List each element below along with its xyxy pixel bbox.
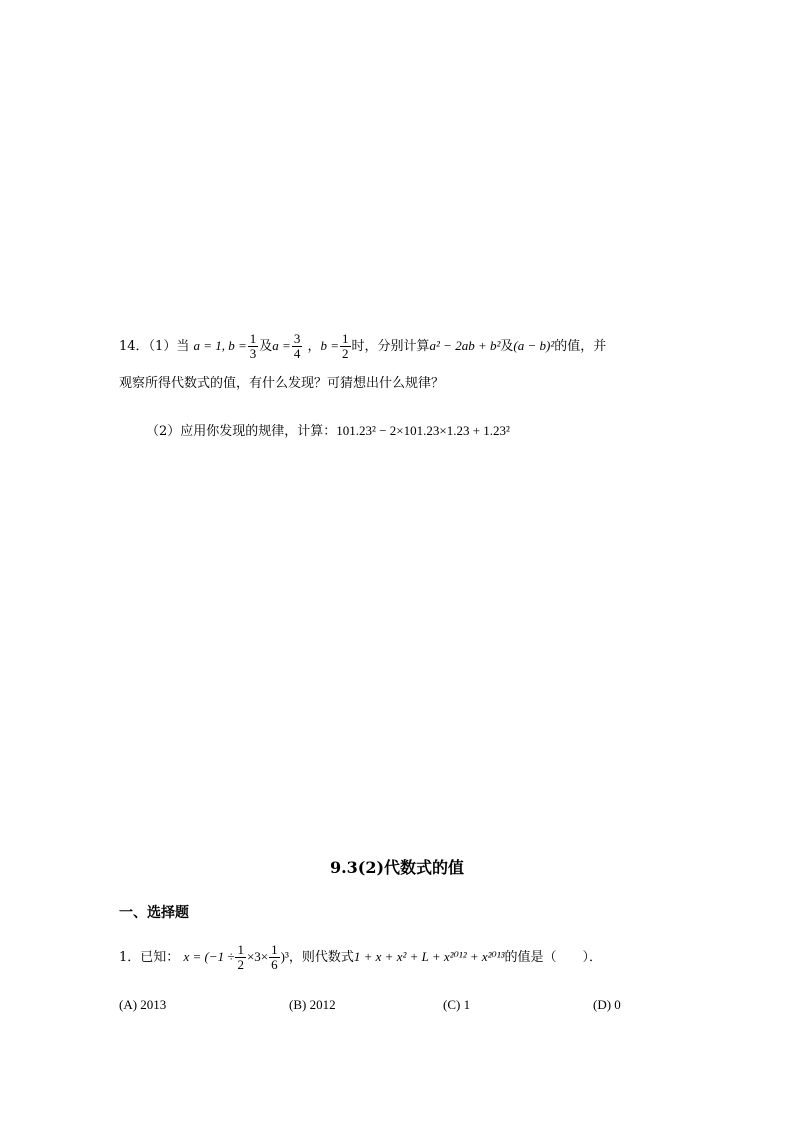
q14-comma1: ，: [307, 339, 321, 354]
q14-part2-expr: 101.23² − 2×101.23×1.23 + 1.23²: [336, 423, 510, 438]
q14-expr1: a² − 2ab + b²: [429, 338, 501, 353]
fraction-one-third: $\frac{1}{3}$: [249, 331, 257, 361]
q14-tail1: 的值，并: [554, 339, 607, 354]
q14-when: 当: [176, 339, 190, 354]
q1-ending: 的值是（ ）．: [504, 950, 603, 965]
q14-line1: [119, 331, 606, 361]
section-heading: 一、选择题: [119, 905, 189, 921]
fraction-one-half: $\frac{1}{2}$: [342, 331, 349, 361]
choice-d: (D) 0: [593, 997, 621, 1012]
q14-expr2: (a − b)²: [513, 338, 555, 353]
fraction-one-sixth: $\frac{1}{6}$: [271, 942, 278, 972]
choice-a: (A) 2013: [119, 997, 167, 1012]
q14-part2-label: （2）: [146, 424, 181, 439]
q14-when-text: 时，分别计算: [351, 339, 430, 354]
fraction-three-quarters: $\frac{3}{4}$: [293, 331, 301, 361]
fraction-one-half-q1: $\frac{1}{2}$: [237, 942, 244, 972]
q14-part2-text: 应用你发现的规律，计算：: [180, 424, 337, 439]
q14-cond-a2: a =: [272, 338, 291, 353]
q14-cond-b2: b =: [320, 338, 340, 353]
q14-and2: 及: [500, 339, 514, 354]
q1-middle: ，则代数式: [288, 950, 354, 965]
q1-number: 1．: [119, 950, 141, 965]
choice-c: (C) 1: [443, 997, 471, 1012]
q14-cond-a1: a = 1, b =: [193, 338, 247, 353]
choice-b: (B) 2012: [289, 997, 336, 1012]
q14-part2: [146, 420, 510, 439]
q1-close: )³: [280, 949, 289, 964]
q14-part1-label: （1）: [148, 339, 177, 354]
q1-times3: ×3×: [246, 949, 269, 964]
q1-x-eq: x = (−1 ÷: [183, 949, 235, 964]
q1-known: 已知：: [140, 950, 180, 965]
q14-line2: 观察所得代数式的值，有什么发现？可猜想出什么规律？: [119, 376, 445, 391]
q1-series: 1 + x + x² + L + x²⁰¹² + x²⁰¹³: [353, 949, 505, 964]
q14-number: 14．: [119, 339, 149, 354]
page-title: 9.3(2)代数式的值: [329, 858, 465, 877]
q14-and1: 及: [259, 339, 273, 354]
q1-line: [119, 941, 602, 973]
